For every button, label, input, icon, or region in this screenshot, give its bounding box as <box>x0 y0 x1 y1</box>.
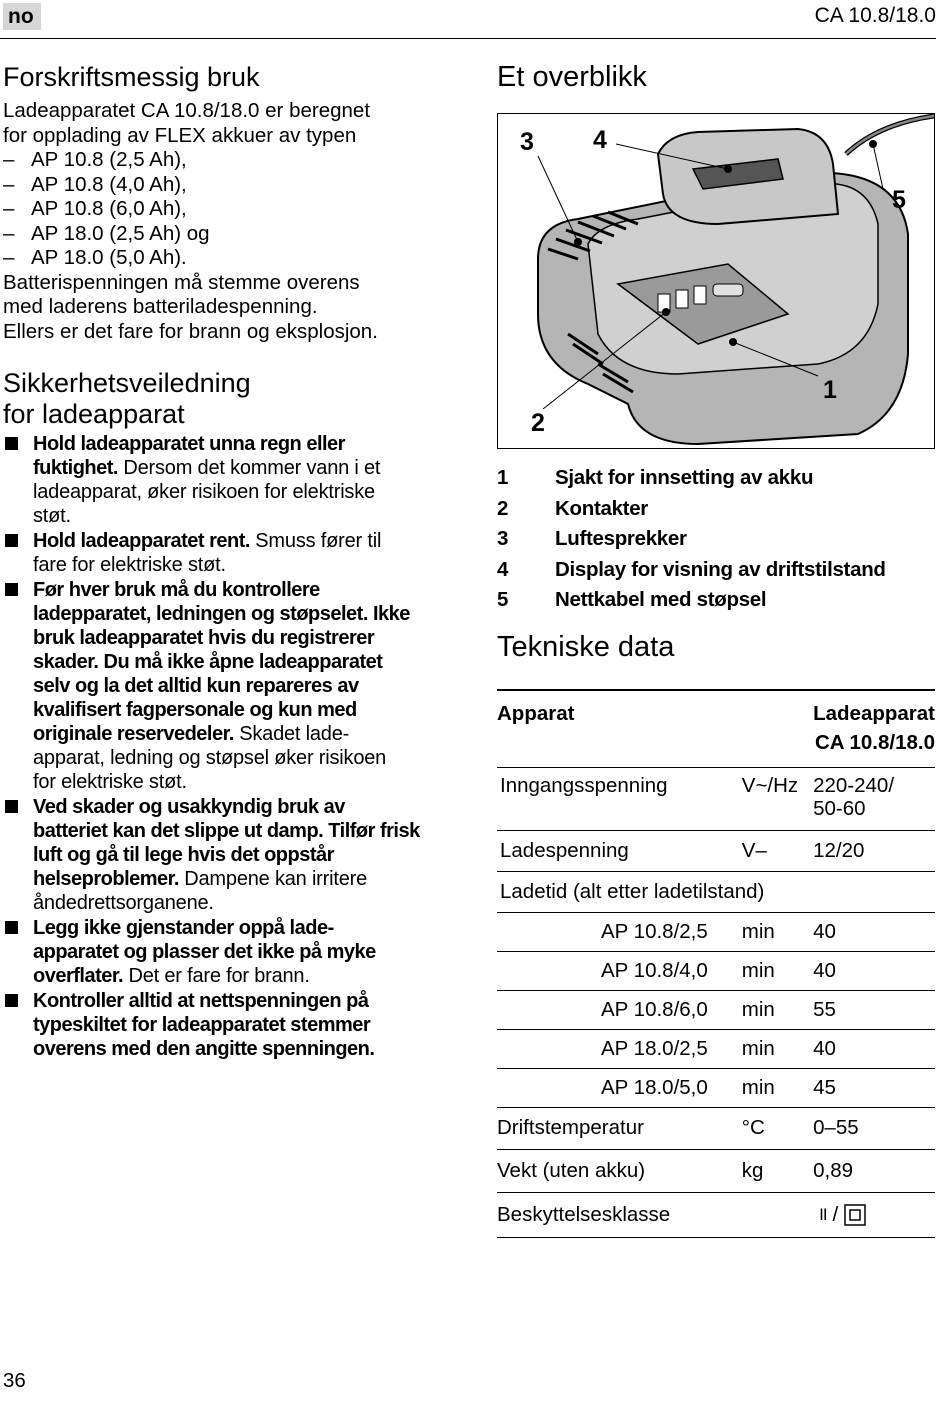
intended-use-title: Forskriftsmessig bruk <box>3 62 260 92</box>
safety-bold-text: overens med den angitte spenningen. <box>33 1038 375 1060</box>
tech-unit: min <box>742 1029 813 1068</box>
voltage-note-line: Batterispenningen må stemme overens <box>3 270 360 294</box>
safety-bold-text: luft og gå til lege hvis det oppstår <box>33 844 334 866</box>
language-badge <box>3 3 41 30</box>
tech-model: AP 10.8/4,0 <box>497 951 742 990</box>
tech-value-line: 220-240/ <box>813 773 895 797</box>
protection-class-text: II <box>819 1204 827 1224</box>
battery-type-text: AP 18.0 (5,0 Ah). <box>31 246 187 269</box>
contact <box>676 290 688 308</box>
safety-bold-text: skader. Du må ikke åpne ladeapparatet <box>33 651 383 673</box>
tech-value: 55 <box>813 990 935 1029</box>
tech-label: Vekt (uten akku) <box>497 1149 742 1192</box>
bullet-square-icon <box>5 994 18 1007</box>
safety-bold-text: bruk ladeapparatet hvis du registrerer <box>33 627 375 649</box>
tech-label: Driftstemperatur <box>497 1107 742 1149</box>
part-number: 2 <box>497 496 509 520</box>
tech-model: AP 18.0/2,5 <box>497 1029 742 1068</box>
part-item <box>497 524 935 555</box>
bullet-square-icon <box>5 437 18 450</box>
header-rule <box>0 38 936 39</box>
tech-head-row <box>497 690 935 768</box>
charge-time-row <box>497 1029 935 1068</box>
protection-separator: / <box>832 1202 839 1226</box>
part-item <box>497 585 935 616</box>
part-item <box>497 555 935 586</box>
tech-model: AP 10.8/2,5 <box>497 912 742 951</box>
safety-bold-text: ladepparatet, ledningen og støpselet. Ikke <box>33 603 410 625</box>
battery-type-text: AP 10.8 (2,5 Ah), <box>31 148 187 171</box>
part-label: Luftesprekker <box>555 527 687 550</box>
part-item <box>497 494 935 525</box>
page-number: 36 <box>3 1369 26 1392</box>
safety-text: Dersom det kommer vann i et <box>118 457 381 479</box>
safety-title <box>3 368 443 430</box>
charger-drawing <box>498 114 934 448</box>
battery-type-text: AP 10.8 (4,0 Ah), <box>31 172 187 196</box>
contact <box>694 286 706 304</box>
release-button <box>713 284 743 296</box>
tech-title: Tekniske data <box>497 630 675 663</box>
bullet-square-icon <box>5 534 18 547</box>
battery-type-item: – AP 10.8 (6,0 Ah), <box>3 197 187 220</box>
safety-bold-text: Legg ikke gjenstander oppå lade- <box>33 917 334 939</box>
bullet-square-icon <box>5 800 18 813</box>
charger-illustration <box>497 113 935 449</box>
battery-type-text: AP 18.0 (2,5 Ah) og <box>31 221 210 245</box>
callout-4: 4 <box>593 126 607 154</box>
document-id: CA 10.8/18.0 <box>814 4 936 27</box>
tech-unit: V– <box>742 830 813 871</box>
safety-item <box>3 916 443 988</box>
safety-item <box>3 529 443 577</box>
battery-type-item: – AP 10.8 (2,5 Ah), <box>3 148 187 171</box>
charge-time-row <box>497 1068 935 1107</box>
safety-item <box>3 989 443 1061</box>
tech-unit: min <box>742 1068 813 1107</box>
tech-row <box>497 1149 935 1192</box>
part-number: 5 <box>497 588 509 611</box>
safety-item <box>3 795 443 915</box>
safety-bold-text: Før hver bruk må du kontrollere <box>33 579 320 601</box>
tech-row <box>497 767 935 830</box>
tech-unit: V~/Hz <box>742 767 813 830</box>
tech-label: Beskyttelsesklasse <box>497 1192 813 1237</box>
tech-value <box>813 1192 935 1237</box>
safety-text: fare for elektriske støt. <box>33 554 226 576</box>
tech-unit: min <box>742 951 813 990</box>
safety-text: Skadet lade- <box>233 723 350 745</box>
safety-bold-text: typeskiltet for ladeapparatet stemmer <box>33 1014 371 1036</box>
safety-text: Smuss fører til <box>249 530 382 552</box>
charge-time-row <box>497 951 935 990</box>
part-number: 1 <box>497 466 509 489</box>
tech-head-value-line: CA 10.8/18.0 <box>814 730 935 754</box>
safety-bold-text: Kontroller alltid at nettspenningen på <box>33 990 369 1012</box>
bullet-square-icon <box>5 583 18 596</box>
callout-5: 5 <box>892 186 906 214</box>
power-cable <box>846 116 934 154</box>
part-number: 3 <box>497 527 509 550</box>
tech-value <box>813 767 935 830</box>
safety-bold-text: Hold ladeapparatet unna regn eller <box>33 433 345 455</box>
safety-text: apparat, ledning og støpsel øker risikoen <box>33 747 387 769</box>
tech-value: 0–55 <box>813 1107 935 1149</box>
left-column <box>3 62 443 1062</box>
safety-bold-text: selv og la det alltid kun repareres av <box>33 675 359 697</box>
parts-list <box>497 463 935 616</box>
right-column <box>497 62 935 1238</box>
callout-3: 3 <box>520 128 534 156</box>
part-label: Display for visning av driftstilstand <box>555 557 886 581</box>
callout-2: 2 <box>531 409 545 437</box>
part-label: Sjakt for innsetting av akku <box>555 466 814 489</box>
charge-time-row <box>497 912 935 951</box>
tech-head-label: Apparat <box>497 690 813 768</box>
part-number: 4 <box>497 557 509 581</box>
tech-row <box>497 1107 935 1149</box>
tech-model: AP 18.0/5,0 <box>497 1068 742 1107</box>
tech-row <box>497 830 935 871</box>
part-label: Kontakter <box>555 496 648 520</box>
battery-type-list <box>3 148 443 271</box>
safety-title-line: Sikkerhetsveiledning <box>3 368 251 398</box>
safety-bold-text: originale reservedeler. <box>33 723 234 745</box>
tech-value: 40 <box>813 912 935 951</box>
battery-type-item: – AP 10.8 (4,0 Ah), <box>3 172 187 196</box>
safety-bold-text: helseproblemer. <box>33 868 179 890</box>
overview-title: Et overblikk <box>497 61 647 93</box>
charge-time-row <box>497 990 935 1029</box>
tech-head-value-line: Ladeapparat <box>813 701 935 725</box>
bullet-square-icon <box>5 921 18 934</box>
part-item <box>497 463 935 494</box>
intended-use-intro-line: Ladeapparatet CA 10.8/18.0 er beregnet <box>3 99 371 122</box>
safety-text: Dampene kan irritere <box>178 868 368 890</box>
safety-item <box>3 432 443 528</box>
safety-text: Det er fare for brann. <box>123 965 310 987</box>
tech-unit: °C <box>742 1107 813 1149</box>
tech-label: Inngangsspenning <box>497 767 742 830</box>
language-code: no <box>8 4 34 28</box>
protection-class-symbol <box>813 1203 866 1227</box>
battery-type-item: – AP 18.0 (2,5 Ah) og <box>3 221 210 245</box>
safety-bold-text: Hold ladeapparatet rent. <box>33 530 250 552</box>
safety-item <box>3 578 443 794</box>
tech-model: AP 10.8/6,0 <box>497 990 742 1029</box>
safety-text: åndedrettsorganene. <box>33 892 214 914</box>
tech-unit: min <box>742 912 813 951</box>
safety-bold-text: overflater. <box>33 965 124 987</box>
double-insulation-icon <box>844 1204 866 1226</box>
tech-table <box>497 689 935 1238</box>
safety-title-line: for ladeapparat <box>3 399 185 429</box>
tech-value: 40 <box>813 951 935 990</box>
tech-value: 0,89 <box>813 1149 935 1192</box>
safety-bold-text: apparatet og plasser det ikke på myke <box>33 941 376 963</box>
tech-value: 12/20 <box>813 830 935 871</box>
charge-time-label: Ladetid (alt etter ladetilstand) <box>497 871 935 912</box>
battery-type-item: – AP 18.0 (5,0 Ah). <box>3 246 187 269</box>
safety-text: støt. <box>33 505 71 527</box>
voltage-note-line: med laderens batteriladespenning. <box>3 295 318 318</box>
part-label: Nettkabel med støpsel <box>555 588 767 611</box>
safety-bold-text: batteriet kan det slippe ut damp. Tilfør frisk <box>33 820 420 842</box>
tech-row <box>497 871 935 912</box>
tech-unit: min <box>742 990 813 1029</box>
callout-1: 1 <box>823 376 837 404</box>
tech-value: 40 <box>813 1029 935 1068</box>
safety-list <box>3 432 443 1061</box>
tech-head-value <box>813 690 935 768</box>
safety-bold-text: kvalifisert fagpersonale og kun med <box>33 699 357 721</box>
battery-type-text: AP 10.8 (6,0 Ah), <box>31 197 187 220</box>
safety-text: ladeapparat, øker risikoen for elektriske <box>33 481 375 503</box>
tech-value: 45 <box>813 1068 935 1107</box>
safety-bold-text: Ved skader og usakkyndig bruk av <box>33 796 345 818</box>
intended-use-intro-line: for opplading av FLEX akkuer av typen <box>3 123 357 147</box>
voltage-note-line: Ellers er det fare for brann og eksplosjon. <box>3 319 378 343</box>
tech-row <box>497 1192 935 1237</box>
safety-text: for elektriske støt. <box>33 771 187 793</box>
tech-value-line: 50-60 <box>813 796 866 820</box>
tech-label: Ladespenning <box>497 830 742 871</box>
safety-bold-text: fuktighet. <box>33 457 118 479</box>
tech-unit: kg <box>742 1149 813 1192</box>
